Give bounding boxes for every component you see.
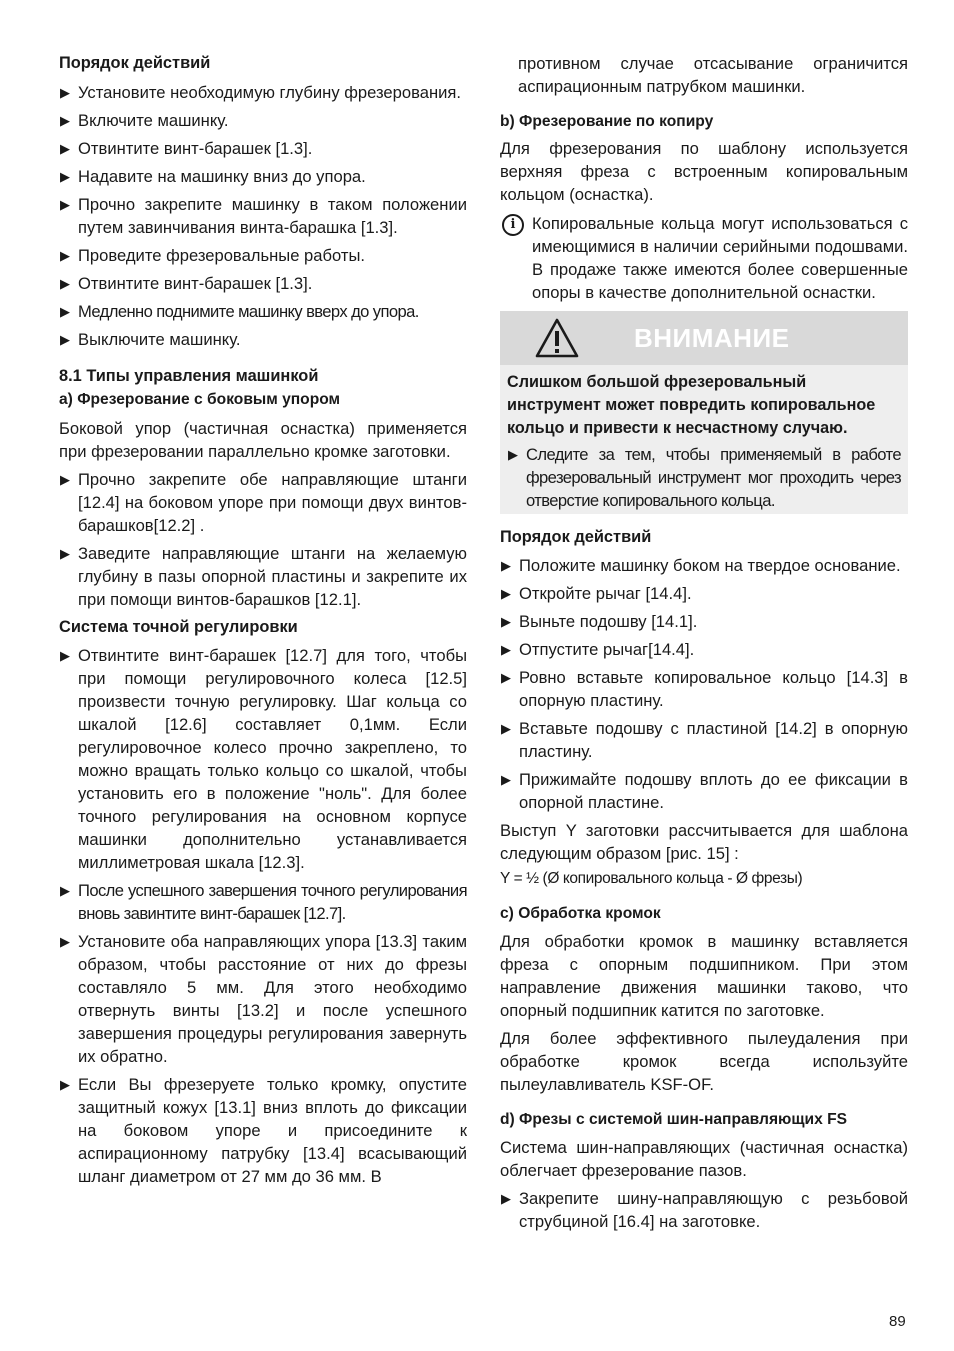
list-item: ▶ Если Вы фрезеруете только кромку, опустите защитный кожух [13.1] вниз вплоть до фиксации на боковом упоре и присоедините к аспирационному патрубку [13.4] всасывающий шланг диаметром от 27 мм до 36 мм. В bbox=[60, 1075, 467, 1186]
list-item: ▶ После успешного завершения точного регулирования вновь завинтите винт-барашек [12.7]. bbox=[60, 881, 467, 923]
bullet-triangle-icon: ▶ bbox=[60, 304, 70, 319]
bullet-triangle-icon: ▶ bbox=[60, 648, 70, 663]
subsection-heading: a) Фрезерование с боковым упором bbox=[59, 391, 341, 408]
warning-title: ВНИМАНИЕ bbox=[634, 323, 790, 353]
left-column bbox=[59, 48, 467, 1188]
list-item: ▶ Установите необходимую глубину фрезерования. bbox=[60, 83, 461, 102]
warning-text: Слишком большой фрезеровальный инструмент может повредить копировальное кольцо и привести к несчастному случаю. bbox=[507, 373, 876, 437]
warning-triangle-icon bbox=[534, 317, 580, 359]
list-item: ▶ Отвинтите винт-барашек [12.7] для того, чтобы при помощи регулировочного колеса [12.5] произвести точную регулировку. Шаг кольца со шкалой [12.6] составляет 0,1мм. Если регулировочное колесо прочно закреплено, то можно вращать только кольцо со шкалой, чтобы установить его в положение "ноль". Для более точного регулирования на основном корпусе машинки дополнительно устанавливается миллиметровая шкала [12.3]. bbox=[60, 646, 467, 872]
bullet-triangle-icon: ▶ bbox=[501, 614, 511, 629]
right-column bbox=[500, 48, 908, 1233]
bullet-triangle-icon: ▶ bbox=[501, 558, 511, 573]
list-item: ▶ Надавите на машинку вниз до упора. bbox=[60, 167, 366, 186]
list-item: ▶ Выньте подошву [14.1]. bbox=[501, 612, 698, 631]
bullet-triangle-icon: ▶ bbox=[501, 586, 511, 601]
bullet-triangle-icon: ▶ bbox=[501, 721, 511, 736]
subsection-heading: b) Фрезерование по копиру bbox=[500, 113, 714, 130]
bullet-triangle-icon: ▶ bbox=[60, 169, 70, 184]
list-item: ▶ Установите оба направляющих упора [13.3] таким образом, чтобы расстояние от них до фрезы составляло 5 мм. Для этого необходимо отвернуть винты [13.2] и после успешного завершения процедуры регулирования завернуть их обратно. bbox=[60, 932, 467, 1066]
bullet-triangle-icon: ▶ bbox=[501, 1191, 511, 1206]
warning-body bbox=[500, 365, 908, 514]
procedure-heading: Порядок действий bbox=[500, 528, 652, 546]
list-item: ▶ Прижимайте подошву вплоть до ее фиксации в опорной пластине. bbox=[501, 770, 908, 812]
paragraph-continued: противном случае отсасывание ограничится аспирационным патрубком машинки. bbox=[518, 54, 908, 96]
bullet-triangle-icon: ▶ bbox=[60, 113, 70, 128]
warning-box bbox=[500, 311, 908, 514]
list-item: ▶ Отпустите рычаг[14.4]. bbox=[501, 640, 695, 659]
list-item: ▶ Медленно поднимите машинку вверх до упора. bbox=[60, 302, 419, 321]
subsection-heading: c) Обработка кромок bbox=[500, 905, 661, 922]
formula: Y = ½ (Ø копировального кольца - Ø фрезы) bbox=[500, 870, 803, 887]
bullet-triangle-icon: ▶ bbox=[501, 670, 511, 685]
bullet-triangle-icon: ▶ bbox=[60, 883, 70, 898]
page-number: 89 bbox=[889, 1313, 906, 1330]
list-item: ▶ Положите машинку боком на твердое основание. bbox=[501, 556, 901, 575]
list-item: ▶ Вставьте подошву с пластиной [14.2] в опорную пластину. bbox=[501, 719, 908, 761]
warning-header bbox=[500, 311, 908, 365]
bullet-triangle-icon: ▶ bbox=[60, 472, 70, 487]
bullet-triangle-icon: ▶ bbox=[60, 197, 70, 212]
procedure-heading: Порядок действий bbox=[59, 54, 211, 72]
list-item: ▶ Проведите фрезеровальные работы. bbox=[60, 246, 366, 265]
list-item: ▶ Отвинтите винт-барашек [1.3]. bbox=[60, 139, 313, 158]
bullet-triangle-icon: ▶ bbox=[60, 276, 70, 291]
list-item: ▶ Ровно вставьте копировальное кольцо [14.3] в опорную пластину. bbox=[501, 668, 908, 710]
info-note: i Копировальные кольца могут использоваться с имеющимися в наличии серийными подошвами. В продаже также имеются более совершенные опоры в качестве дополнительной оснастки. bbox=[500, 212, 908, 304]
bullet-triangle-icon: ▶ bbox=[60, 85, 70, 100]
fine-adjust-heading: Система точной регулировки bbox=[59, 618, 298, 636]
paragraph: Для обработки кромок в машинку вставляется фреза с опорным подшипником. При этом направление движения машинки таково, что опорный подшипник катится по заготовке. bbox=[500, 932, 908, 1020]
bullet-triangle-icon: ▶ bbox=[501, 642, 511, 657]
list-item: ▶ Откройте рычаг [14.4]. bbox=[501, 584, 692, 603]
list-item: ▶ Прочно закрепите машинку в таком положении путем завинчивания винта-барашка [1.3]. bbox=[60, 195, 467, 237]
bullet-triangle-icon: ▶ bbox=[60, 141, 70, 156]
bullet-triangle-icon: ▶ bbox=[501, 772, 511, 787]
bullet-triangle-icon: ▶ bbox=[60, 546, 70, 561]
paragraph: Система шин-направляющих (частичная оснастка) облегчает фрезерование пазов. bbox=[500, 1138, 908, 1180]
list-item: ▶ Прочно закрепите обе направляющие штанги [12.4] на боковом упоре при помощи двух винтов-барашков[12.2] . bbox=[60, 470, 467, 535]
list-item: ▶ Заведите направляющие штанги на желаемую глубину в пазы опорной пластины и закрепите их при помощи винтов-барашков [12.1]. bbox=[60, 544, 467, 609]
list-item: ▶ Выключите машинку. bbox=[60, 330, 241, 349]
paragraph: Боковой упор (частичная оснастка) применяется при фрезеровании параллельно кромке заготовки. bbox=[59, 419, 467, 461]
list-item: ▶ Закрепите шину-направляющую с резьбовой струбциной [16.4] на заготовке. bbox=[501, 1189, 908, 1231]
bullet-triangle-icon: ▶ bbox=[60, 332, 70, 347]
section-heading: 8.1 Типы управления машинкой bbox=[59, 367, 319, 385]
list-item: ▶ Включите машинку. bbox=[60, 111, 229, 130]
paragraph: Выступ Y заготовки рассчитывается для шаблона следующим образом [рис. 15] : bbox=[500, 821, 908, 863]
info-icon: i bbox=[502, 214, 524, 236]
paragraph: Для более эффективного пылеудаления при обработке кромок всегда используйте пылеулавливатель KSF-OF. bbox=[500, 1029, 908, 1094]
bullet-triangle-icon: ▶ bbox=[60, 248, 70, 263]
bullet-triangle-icon: ▶ bbox=[60, 934, 70, 949]
bullet-triangle-icon: ▶ bbox=[60, 1077, 70, 1092]
subsection-heading: d) Фрезы с системой шин-направляющих FS bbox=[500, 1111, 848, 1128]
bullet-triangle-icon: ▶ bbox=[508, 447, 518, 462]
paragraph: Для фрезерования по шаблону используется верхняя фреза с встроенным копировальным кольцом (оснастка). bbox=[500, 139, 908, 204]
list-item: ▶ Отвинтите винт-барашек [1.3]. bbox=[60, 274, 313, 293]
list-item: ▶ Следите за тем, чтобы применяемый в работе фрезеровальный инструмент мог проходить через отверстие копировального кольца. bbox=[508, 445, 901, 510]
